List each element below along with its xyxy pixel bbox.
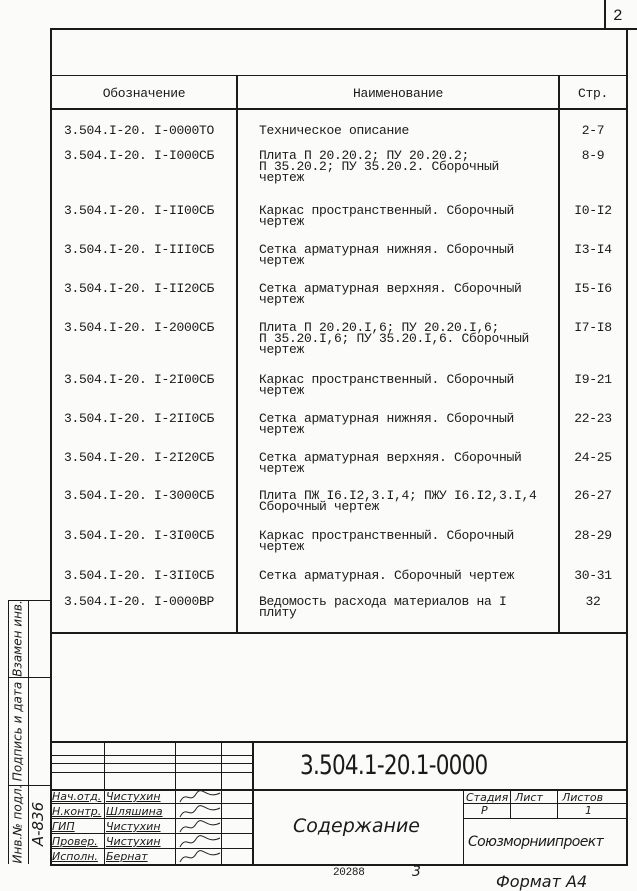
header-page: Стр. (577, 86, 608, 101)
row-page: I9-21 (574, 372, 612, 387)
signer-name: Чистухин (106, 820, 161, 833)
row-page: 28-29 (574, 528, 612, 543)
document-code: 3.504.1-20.1-0000 (300, 750, 488, 781)
row-designation: 3.504.I-20. I-0000ТО (64, 123, 215, 138)
row-page: 30-31 (574, 568, 612, 583)
sheet-label: Лист (515, 791, 543, 804)
sign-date-label: Подпись и дата (10, 681, 25, 782)
row-page: I3-I4 (574, 242, 612, 257)
row-name: Плита П 20.20.2; ПУ 20.20.2; П 35.20.2; ПУ 35.20.2. Сборочный чертеж (259, 148, 500, 185)
row-page: I5-I6 (574, 281, 612, 296)
copy-number: 3 (412, 864, 421, 880)
signer-role: Исполн. (52, 850, 98, 863)
row-page: 32 (585, 594, 601, 609)
row-designation: 3.504.I-20. I-2I00СБ (64, 372, 215, 387)
row-designation: 3.504.I-20. I-I000СБ (64, 148, 215, 163)
row-page: 26-27 (574, 488, 612, 503)
row-name: Сетка арматурная нижняя. Сборочный чертеж (259, 411, 515, 437)
row-name: Каркас пространственный. Сборочный чертеж (259, 528, 515, 554)
row-designation: 3.504.I-20. I-3000СБ (64, 488, 215, 503)
signature-icon (178, 850, 222, 864)
document-title: Содержание (293, 815, 420, 837)
signer-role: ГИП (52, 820, 75, 833)
signer-role: Нач.отд. (52, 790, 102, 803)
row-page: I7-I8 (574, 320, 612, 335)
signer-role: Н.контр. (52, 805, 102, 818)
sheet-number: 2 (613, 7, 623, 25)
inv-orig-label: Инв.№ подл. (10, 784, 25, 864)
row-designation: 3.504.I-20. I-0000ВР (64, 594, 215, 609)
row-name: Сетка арматурная. Сборочный чертеж (259, 568, 515, 583)
signer-role: Провер. (52, 835, 98, 848)
row-name: Техническое описание (259, 123, 410, 138)
sheets-label: Листов (562, 791, 604, 804)
row-designation: 3.504.I-20. I-2I20СБ (64, 450, 215, 465)
signer-name: Чистухин (106, 835, 161, 848)
organization: Союзморниипроект (468, 834, 604, 850)
signer-name: Бернат (106, 850, 148, 863)
header-designation: Обозначение (102, 86, 186, 101)
row-page: 2-7 (581, 123, 605, 138)
row-name: Каркас пространственный. Сборочный чертеж (259, 372, 515, 398)
row-page: 24-25 (574, 450, 612, 465)
signature-icon (178, 835, 222, 849)
row-designation: 3.504.I-20. I-3I00СБ (64, 528, 215, 543)
row-designation: 3.504.I-20. I-2II0СБ (64, 411, 215, 426)
inv-orig-value: А-836 (29, 801, 47, 847)
signer-name: Чистухин (106, 790, 161, 803)
row-name: Сетка арматурная верхняя. Сборочный чертеж (259, 281, 522, 307)
row-name: Плита ПЖ I6.I2,3.I,4; ПЖУ I6.I2,3.I,4 Сборочный чертеж (259, 488, 537, 514)
row-name: Каркас пространственный. Сборочный чертеж (259, 203, 515, 229)
row-designation: 3.504.I-20. I-III0СБ (64, 242, 215, 257)
row-name: Плита П 20.20.I,6; ПУ 20.20.I,6; П 35.20.I,6; ПУ 35.20.I,6. Сборочный чертеж (259, 320, 530, 357)
row-designation: 3.504.I-20. I-2000СБ (64, 320, 215, 335)
header-name: Наименование (352, 86, 443, 101)
row-name: Сетка арматурная верхняя. Сборочный чертеж (259, 450, 522, 476)
signer-name: Шляшина (106, 805, 163, 818)
sheets-value: 1 (585, 804, 592, 817)
row-designation: 3.504.I-20. I-II20СБ (64, 281, 215, 296)
signature-icon (178, 820, 222, 834)
stage-label: Стадия (466, 791, 509, 804)
format-label: Формат А4 (496, 872, 588, 891)
stage-value: Р (481, 804, 488, 817)
row-name: Ведомость расхода материалов на I плиту (259, 594, 507, 620)
row-page: I0-I2 (574, 203, 612, 218)
signature-icon (178, 805, 222, 819)
signature-icon (178, 790, 222, 804)
replace-inv-label: Взамен инв. (10, 600, 25, 677)
archive-number: 20288 (333, 867, 365, 879)
row-designation: 3.504.I-20. I-3II0СБ (64, 568, 215, 583)
row-designation: 3.504.I-20. I-II00СБ (64, 203, 215, 218)
row-page: 22-23 (574, 411, 612, 426)
row-page: 8-9 (581, 148, 605, 163)
row-name: Сетка арматурная нижняя. Сборочный чертеж (259, 242, 515, 268)
